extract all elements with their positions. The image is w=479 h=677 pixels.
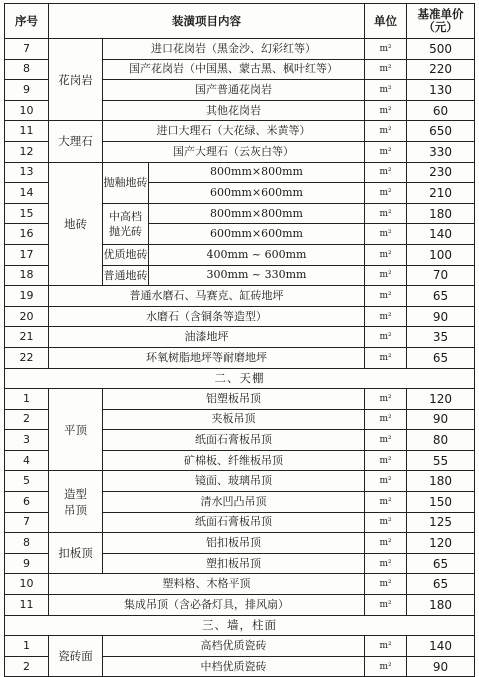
row-unit: m²: [365, 39, 407, 60]
category-tile: 地砖: [49, 162, 103, 286]
row-price: 130: [407, 80, 475, 101]
row-price: 210: [407, 183, 475, 204]
subcategory-ordinary: 普通地砖: [103, 265, 149, 286]
row-item: 集成吊顶（含必备灯具，排风扇）: [49, 595, 365, 616]
row-item: 镜面、玻璃吊顶: [103, 471, 365, 492]
row-no: 15: [5, 203, 49, 224]
table-row: [5, 595, 475, 616]
row-item: 国产大理石（云灰白等）: [103, 141, 365, 162]
row-item: 夹板吊顶: [103, 409, 365, 430]
row-no: 1: [5, 636, 49, 657]
category-flat: 平顶: [49, 389, 103, 471]
table-row: [5, 471, 475, 492]
row-item: 环氧树脂地坪等耐磨地坪: [49, 347, 365, 368]
table-row: [5, 306, 475, 327]
row-unit: m²: [365, 492, 407, 513]
row-price: 65: [407, 347, 475, 368]
row-no: 21: [5, 327, 49, 348]
row-no: 9: [5, 553, 49, 574]
row-item: 300mm ~ 330mm: [149, 265, 365, 286]
row-unit: m²: [365, 244, 407, 265]
row-item: 水磨石（含铜条等造型）: [49, 306, 365, 327]
row-price: 100: [407, 244, 475, 265]
row-price: 35: [407, 327, 475, 348]
header-item: 装潢项目内容: [49, 4, 365, 39]
row-unit: m²: [365, 141, 407, 162]
table-row: [5, 121, 475, 142]
header-price-label: 基准单价 （元）: [417, 7, 464, 34]
row-no: 7: [5, 39, 49, 60]
row-no: 12: [5, 141, 49, 162]
row-price: 120: [407, 389, 475, 410]
subcategory-polish: 抛釉地砖: [103, 162, 149, 203]
row-no: 3: [5, 430, 49, 451]
row-unit: m²: [365, 183, 407, 204]
row-unit: m²: [365, 595, 407, 616]
row-item: 铝扣板吊顶: [103, 533, 365, 554]
table-row: [5, 39, 475, 60]
row-price: 330: [407, 141, 475, 162]
row-unit: m²: [365, 636, 407, 657]
section-title: 二、天棚: [5, 368, 475, 389]
category-buckle: 扣板顶: [49, 533, 103, 574]
section-row-wall: [5, 615, 475, 636]
row-price: 650: [407, 121, 475, 142]
table-row: [5, 347, 475, 368]
row-no: 16: [5, 224, 49, 245]
row-no: 17: [5, 244, 49, 265]
header-price: [407, 4, 475, 39]
table-row: [5, 533, 475, 554]
row-unit: m²: [365, 553, 407, 574]
row-no: 9: [5, 80, 49, 101]
row-unit: m²: [365, 121, 407, 142]
row-price: 70: [407, 265, 475, 286]
row-item: 进口大理石（大花绿、米黄等）: [103, 121, 365, 142]
section-title: 三、墙，柱面: [5, 615, 475, 636]
row-no: 7: [5, 512, 49, 533]
row-price: 65: [407, 286, 475, 307]
row-item: 国产花岗岩（中国黑、蒙古黑、枫叶红等）: [103, 59, 365, 80]
row-no: 10: [5, 574, 49, 595]
row-price: 230: [407, 162, 475, 183]
row-no: 5: [5, 471, 49, 492]
row-no: 13: [5, 162, 49, 183]
row-unit: m²: [365, 656, 407, 677]
row-item: 塑料格、木格平顶: [49, 574, 365, 595]
category-shaped-label: 造型 吊顶: [64, 486, 87, 517]
row-unit: m²: [365, 512, 407, 533]
category-granite: 花岗岩: [49, 39, 103, 121]
row-unit: m²: [365, 347, 407, 368]
row-price: 140: [407, 224, 475, 245]
row-item: 纸面石膏板吊顶: [103, 512, 365, 533]
row-no: 18: [5, 265, 49, 286]
row-price: 125: [407, 512, 475, 533]
section-row-ceiling: [5, 368, 475, 389]
row-no: 4: [5, 450, 49, 471]
row-no: 2: [5, 409, 49, 430]
row-unit: m²: [365, 80, 407, 101]
row-item: 纸面石膏板吊顶: [103, 430, 365, 451]
row-no: 11: [5, 121, 49, 142]
row-item: 600mm×600mm: [149, 183, 365, 204]
row-no: 6: [5, 492, 49, 513]
row-price: 180: [407, 471, 475, 492]
table-row: [5, 636, 475, 657]
row-item: 清水凹凸吊顶: [103, 492, 365, 513]
row-unit: m²: [365, 306, 407, 327]
row-no: 10: [5, 100, 49, 121]
row-item: 油漆地坪: [49, 327, 365, 348]
row-price: 220: [407, 59, 475, 80]
row-unit: m²: [365, 574, 407, 595]
row-price: 80: [407, 430, 475, 451]
row-item: 进口花岗岩（黑金沙、幻彩红等）: [103, 39, 365, 60]
row-unit: m²: [365, 450, 407, 471]
row-price: 180: [407, 203, 475, 224]
row-item: 400mm ~ 600mm: [149, 244, 365, 265]
row-item: 800mm×800mm: [149, 203, 365, 224]
row-item: 中档优质瓷砖: [103, 656, 365, 677]
header-unit: 单位: [365, 4, 407, 39]
row-unit: m²: [365, 100, 407, 121]
row-no: 11: [5, 595, 49, 616]
row-unit: m²: [365, 471, 407, 492]
row-item: 铝塑板吊顶: [103, 389, 365, 410]
row-unit: m²: [365, 533, 407, 554]
row-unit: m²: [365, 286, 407, 307]
row-no: 8: [5, 533, 49, 554]
row-unit: m²: [365, 409, 407, 430]
row-item: 矿棉板、纤维板吊顶: [103, 450, 365, 471]
row-unit: m²: [365, 430, 407, 451]
row-price: 90: [407, 656, 475, 677]
decoration-price-table: [4, 3, 475, 677]
row-item: 其他花岗岩: [103, 100, 365, 121]
row-price: 500: [407, 39, 475, 60]
row-price: 180: [407, 595, 475, 616]
row-price: 120: [407, 533, 475, 554]
table-row: [5, 286, 475, 307]
row-unit: m²: [365, 203, 407, 224]
row-price: 140: [407, 636, 475, 657]
row-no: 8: [5, 59, 49, 80]
row-item: 国产普通花岗岩: [103, 80, 365, 101]
table-row: [5, 327, 475, 348]
row-item: 800mm×800mm: [149, 162, 365, 183]
row-unit: m²: [365, 162, 407, 183]
row-unit: m²: [365, 224, 407, 245]
row-item: 普通水磨石、马赛克、缸砖地坪: [49, 286, 365, 307]
row-no: 14: [5, 183, 49, 204]
table-row: [5, 389, 475, 410]
subcategory-premium: 优质地砖: [103, 244, 149, 265]
table-header-row: [5, 4, 475, 39]
row-unit: m²: [365, 389, 407, 410]
row-price: 90: [407, 409, 475, 430]
header-no: 序号: [5, 4, 49, 39]
row-item: 高档优质瓷砖: [103, 636, 365, 657]
row-unit: m²: [365, 327, 407, 348]
category-tilewall: 瓷砖面: [49, 636, 103, 677]
row-no: 1: [5, 389, 49, 410]
subcategory-midhigh-label: 中高档 抛光砖: [109, 209, 142, 238]
row-no: 22: [5, 347, 49, 368]
category-shaped: [49, 471, 103, 533]
row-item: 塑扣板吊顶: [103, 553, 365, 574]
row-no: 20: [5, 306, 49, 327]
subcategory-midhigh: [103, 203, 149, 244]
table-row: [5, 574, 475, 595]
row-price: 65: [407, 574, 475, 595]
row-price: 55: [407, 450, 475, 471]
row-unit: m²: [365, 265, 407, 286]
row-no: 19: [5, 286, 49, 307]
row-price: 65: [407, 553, 475, 574]
row-price: 150: [407, 492, 475, 513]
row-unit: m²: [365, 59, 407, 80]
row-item: 600mm×600mm: [149, 224, 365, 245]
row-price: 60: [407, 100, 475, 121]
category-marble: 大理石: [49, 121, 103, 162]
table-row: [5, 162, 475, 183]
row-price: 90: [407, 306, 475, 327]
row-no: 2: [5, 656, 49, 677]
